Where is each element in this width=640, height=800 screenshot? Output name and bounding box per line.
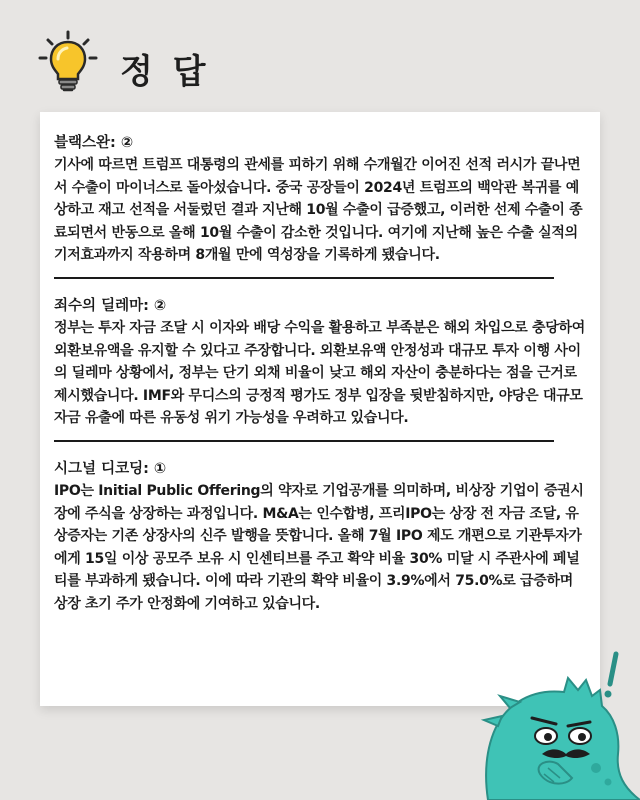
section-body: 정부는 투자 자금 조달 시 이자와 배당 수익을 활용하고 부족분은 해외 차입으로 충당하여 외환보유액을 유지할 수 있다고 주장합니다. 외환보유액 안정성과 대규모 투자 이행 사이의 딜레마 상황에서, 정부는 단기 외채 비율이 낮고 해외 자산이 충분하다는 점을 근거로 제시했습니다. IMF와 무디스의 긍정적 평가도 정부 입장을 뒷받침하지만, 야당은 대규모 자금 유출에 따른 유동성 위기 가능성을 우려하고 있습니다. xyxy=(54,319,585,427)
section-divider xyxy=(54,277,554,279)
section-title: 죄수의 딜레마: ② xyxy=(54,297,167,314)
answer-section-prisoners-dilemma xyxy=(54,295,586,430)
section-divider xyxy=(54,440,554,442)
section-title: 블랙스완: ② xyxy=(54,135,134,151)
answer-card xyxy=(40,112,600,706)
lightbulb-icon xyxy=(36,30,100,94)
answer-section-signal-decoding xyxy=(54,458,586,616)
section-body: IPO는 Initial Public Offering의 약자로 기업공개를 의미하며, 비상장 기업이 증권시장에 주식을 상장하는 과정입니다. M&A는 인수합병, 프리IPO는 상장 전 자금 조달, 유상증자는 기존 상장사의 신주 발행을 뜻합니다. 올해 7월 IPO 제도 개편으로 기관투자가에게 15일 이상 공모주 보유 시 인센티브를 주고 확약 비율 30% 미달 시 주관사에 페널티를 부과하게 됐습니다. 이에 따라 기관의 확약 비율이 3.9%에서 75.0%로 급증하며 상장 초기 주가 안정화에 기여하고 있습니다. xyxy=(54,482,584,612)
dinosaur-mascot-icon xyxy=(448,650,640,800)
answer-section-black-swan xyxy=(54,132,586,267)
section-body: 기사에 따르면 트럼프 대통령의 관세를 피하기 위해 수개월간 이어진 선적 러시가 끝나면서 수출이 마이너스로 돌아섰습니다. 중국 공장들이 2024년 트럼프의 백악관 복귀를 예상하고 재고 선적을 서둘렀던 결과 지난해 10월 수출이 급증했고, 이러한 선제 수출이 종료되면서 반동으로 올해 10월 수출이 감소한 것입니다. 여기에 지난해 높은 수출 실적의 기저효과까지 작용하며 8개월 만에 역성장을 기록하게 됐습니다. xyxy=(54,157,583,264)
page-title: 정 답 xyxy=(120,52,210,92)
section-title: 시그널 디코딩: ① xyxy=(54,460,167,477)
answer-header xyxy=(36,30,436,94)
